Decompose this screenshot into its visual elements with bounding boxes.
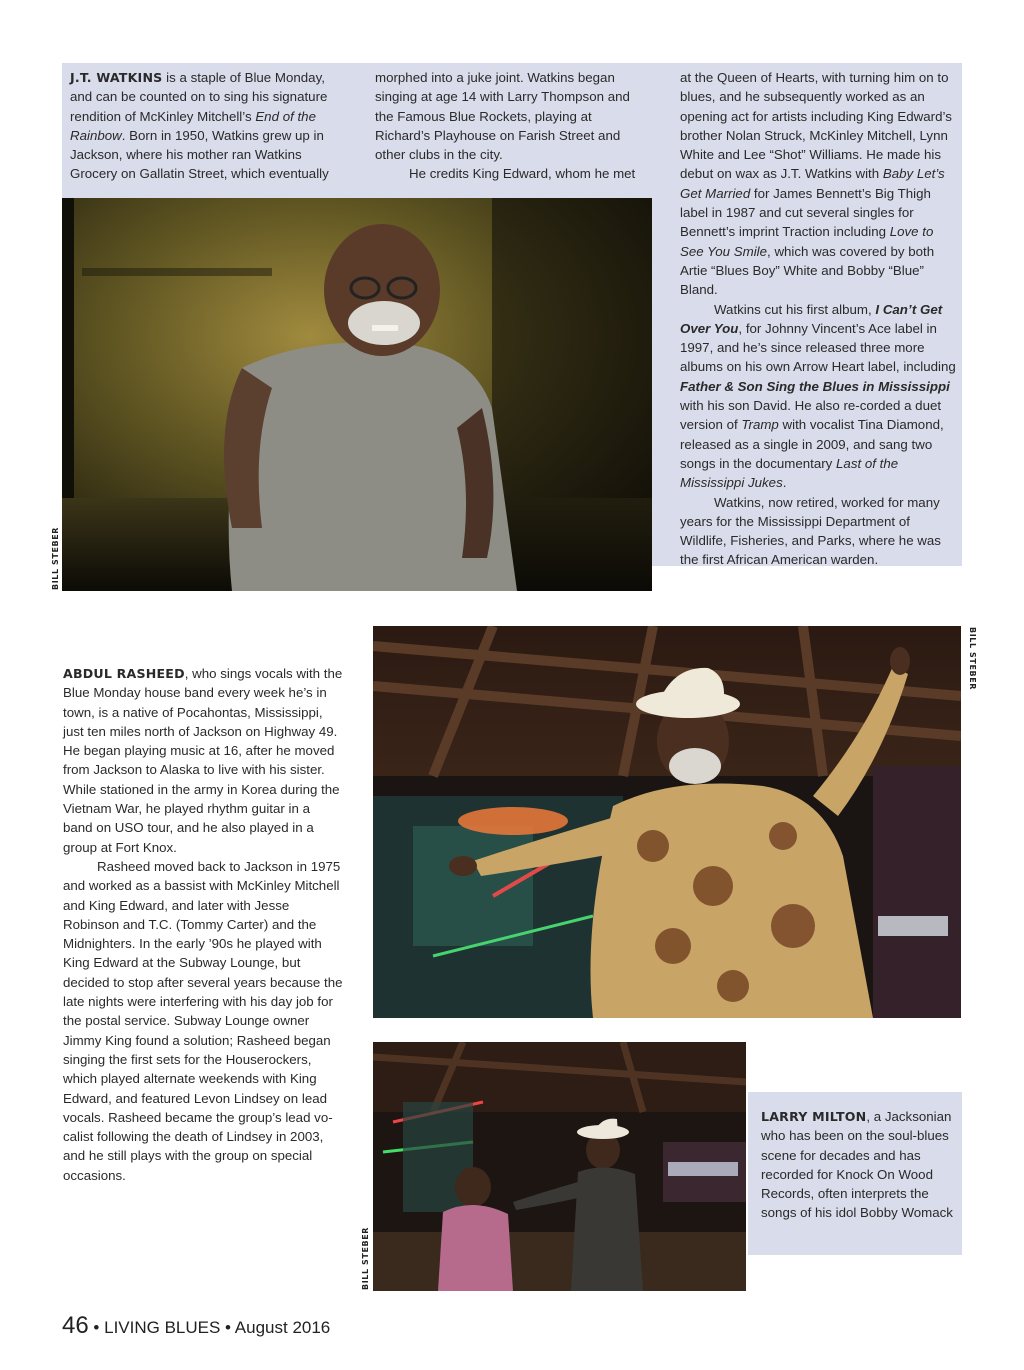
styled-title: Last of the Mississippi Jukes [680,455,899,491]
text-run: . [782,475,787,491]
larry-name: LARRY MILTON [761,1109,867,1124]
jt-para-1-cont [375,68,647,164]
larry-caption [761,1107,957,1223]
jt-para-2-cont [680,68,956,300]
text-run: morphed into a juke joint. Watkins began singing at age 14 with Larry Thompson and the Famous Blue Rockets, playing at Richard’s Playhouse on Farish Street and other clubs in the city. [375,70,630,163]
text-run: Watkins cut his first album, [714,301,872,317]
styled-title: Tramp [741,417,779,433]
text-run: . Born in 1950, Watkins grew up in Jackson, where his mother ran Watkins Grocery on Gallatin Street, which eventually [70,127,329,182]
text-run: with vocalist Tina Diamond, released as a single in 2009, and sang two songs in the documentary [680,417,944,471]
styled-title: Baby Let’s Get Married [680,166,945,201]
jt-para-2 [375,164,647,183]
issue-date: August 2016 [234,1318,331,1337]
jt-para-1 [70,68,348,184]
abdul-para-1 [63,664,343,857]
jt-name: J.T. WATKINS [70,70,163,85]
photo-credit-3: BILL STEBER [361,1226,370,1290]
page-number: 46 [62,1312,89,1339]
jt-col-1 [70,68,348,184]
styled-title: Love to See You Smile [680,224,934,259]
jt-para-4 [680,493,956,570]
footer-separator-2: • [220,1318,235,1337]
page-footer [62,1312,330,1340]
abdul-para-2 [63,857,343,1185]
abdul-name: ABDUL RASHEED [63,666,185,681]
abdul-col [63,664,343,1185]
larry-para [761,1107,957,1223]
abdul-rasheed-photo [373,626,961,1018]
styled-title: End of the Rainbow [70,108,316,143]
text-run: , for Johnny Vincent’s Ace label in 1997, and he’s since released three more albums on his own Arrow Heart label, including [680,320,956,375]
jt-col-2 [375,68,647,184]
styled-title: I Can’t Get Over You [680,301,943,336]
text-run: Watkins, now retired, worked for many years for the Mississippi Department of Wildlife, Fisheries, and Parks, where he was the first African American warden. [680,494,941,568]
text-run: at the Queen of Hearts, with turning him on to blues, and he subsequently worked as an opening act for artists including King Edward’s brother Nolan Struck, McKinley Mitchell, Lynn White and Lee “Shot” Williams. He made his debut on wax as J.T. Watkins with [680,70,952,182]
larry-text: , a Jacksonian who has been on the soul-blues scene for decades and has recorded for Knock On Wood Records, often interprets the songs of his idol Bobby Womack [761,1109,953,1221]
jt-watkins-photo [62,198,652,591]
jt-col-3 [680,68,956,570]
text-run: Rasheed moved back to Jackson in 1975 and worked as a bassist with McKinley Mitchell and King Edward, and later with Jesse Robinson and T.C. (Tommy Carter) and the Midnighters. In the early ’90s he played with King Edward at the Subway Lounge, but decided to stop after several years because the late nights were interfering with his day job for the postal service. Subway Lounge owner Jimmy King found a solution; Rasheed began singing the first sets for the Houserockers, which played alternate weekends with King Edward, and featured Levon Lindsey on lead vocals. Rasheed became the group’s lead vo-calist following the death of Lindsey in 2003, and he still plays with the group on special occasions. [63,858,343,1183]
magazine-name: LIVING BLUES [104,1318,221,1337]
text-run: He credits King Edward, whom he met [409,166,636,182]
photo-credit-1: BILL STEBER [51,526,60,590]
photo-credit-2: BILL STEBER [968,627,977,691]
larry-milton-photo [373,1042,746,1291]
footer-separator-1: • [88,1318,105,1337]
text-run: , who sings vocals with the Blue Monday house band every week he’s in town, is a native of Pocahontas, Mississippi, just ten miles north of Jackson on Highway 49. He began playing music at 16, after he moved from Jackson to Alaska to live with his sister. While stationed in the army in Korea during the Vietnam War, he played rhythm guitar in a band on USO tour, and he also played in a group at Fort Knox. [63,666,343,855]
jt-para-3 [680,300,956,493]
text-run: for James Bennett’s Big Thigh label in 1987 and cut several singles for Bennett’s imprint Traction including [680,185,931,240]
styled-title: Father & Son Sing the Blues in Mississippi [680,378,950,394]
text-run: with his son David. He also re-corded a duet version of [680,398,942,433]
text-run: is a staple of Blue Monday, and can be counted on to sing his signature rendition of McKinley Mitchell’s [70,70,328,124]
text-run: , which was covered by both Artie “Blues Boy” White and Bobby “Blue” Bland. [680,243,935,298]
